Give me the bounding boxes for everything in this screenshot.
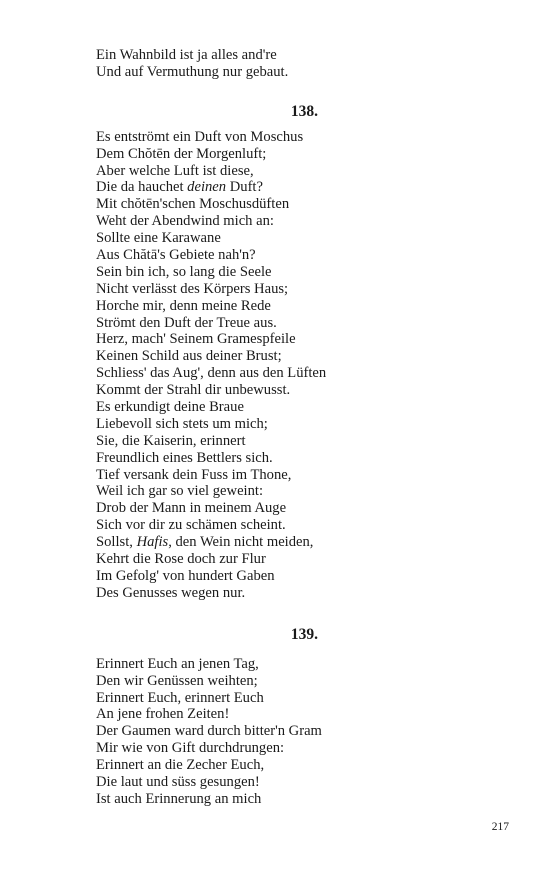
verse-line [96, 298, 396, 315]
verse-text: Die laut und süss gesungen! [96, 773, 260, 790]
verse-text: Sich vor dir zu schämen scheint. [96, 517, 286, 534]
verse-text: Sollst, [96, 534, 137, 551]
verse-line [96, 213, 396, 230]
verse-line [96, 534, 396, 551]
verse-text: An jene frohen Zeiten! [96, 706, 230, 723]
verse-line [96, 331, 396, 348]
verse-text: Die da hauchet [96, 179, 188, 196]
verse-text: Schliess' das Aug', denn aus den Lüften [96, 365, 327, 382]
verse-line: Und auf Vermuthung nur gebaut. [96, 63, 289, 80]
verse-line [96, 467, 396, 484]
poem-139 [96, 656, 396, 808]
verse-line [96, 690, 396, 707]
verse-text: Sein bin ich, so lang die Seele [96, 263, 272, 280]
verse-line [96, 791, 396, 808]
verse-text: Den wir Genüssen weihten; [96, 672, 258, 689]
verse-line [96, 706, 396, 723]
verse-line [96, 450, 396, 467]
verse-text: Mir wie von Gift durchdrungen: [96, 740, 285, 757]
verse-line [96, 433, 396, 450]
poem-number-139: 139. [290, 625, 318, 643]
verse-line [96, 179, 396, 196]
verse-text: Sie, die Kaiserin, erinnert [96, 432, 246, 449]
verse-text: Herz, mach' Seinem Gramespfeile [96, 331, 296, 348]
italic-word: Hafis [136, 534, 169, 551]
text-column [96, 47, 396, 808]
verse-text: Aus Chătā's Gebiete nah'n? [96, 247, 256, 264]
verse-line [96, 517, 396, 534]
verse-text: Duft? [226, 179, 263, 196]
verse-line [96, 382, 396, 399]
verse-line [96, 163, 396, 180]
verse-text: Mit chŏtēn'schen Moschusdüften [96, 196, 290, 213]
verse-text: Erinnert an die Zecher Euch, [96, 757, 265, 774]
verse-text: Freundlich eines Bettlers sich. [96, 449, 273, 466]
verse-line [96, 264, 396, 281]
verse-line [96, 315, 396, 332]
fragment-top [96, 47, 396, 81]
verse-line [96, 656, 396, 673]
verse-line [96, 416, 396, 433]
verse-line [96, 551, 396, 568]
verse-text: Liebevoll sich stets um mich; [96, 415, 268, 432]
page-number: 217 [491, 821, 509, 833]
verse-text: Keinen Schild aus deiner Brust; [96, 348, 282, 365]
verse-line [96, 348, 396, 365]
verse-text: Strömt den Duft der Treue aus. [96, 314, 277, 331]
verse-line [96, 129, 396, 146]
verse-text: Erinnert Euch, erinnert Euch [96, 689, 264, 706]
poem-138 [96, 129, 396, 602]
verse-line: Ein Wahnbild ist ja alles and're [96, 47, 277, 63]
verse-text: Kehrt die Rose doch zur Flur [96, 551, 266, 568]
verse-line [96, 723, 396, 740]
verse-line [96, 673, 396, 690]
verse-line [96, 483, 396, 500]
verse-line [96, 568, 396, 585]
verse-line [96, 146, 396, 163]
verse-text: Horche mir, denn meine Rede [96, 297, 271, 314]
verse-text: Ist auch Erinnerung an mich [96, 790, 262, 807]
verse-line [96, 365, 396, 382]
verse-text: Der Gaumen ward durch bitter'n Gram [96, 723, 322, 740]
verse-text: Nicht verlässt des Körpers Haus; [96, 280, 289, 297]
verse-line [96, 247, 396, 264]
verse-line [96, 500, 396, 517]
poem-number-138: 138. [290, 102, 318, 120]
verse-text: Es erkundigt deine Braue [96, 399, 244, 416]
verse-text: Weil ich gar so viel geweint: [96, 483, 264, 500]
verse-text: Weht der Abendwind mich an: [96, 213, 274, 230]
verse-line [96, 774, 396, 791]
verse-text: Aber welche Luft ist diese, [96, 162, 254, 179]
verse-text: Dem Chŏtēn der Morgenluft; [96, 145, 267, 162]
verse-text: Des Genusses wegen nur. [96, 584, 246, 601]
italic-word: deinen [187, 179, 227, 196]
verse-line [96, 230, 396, 247]
verse-text: Im Gefolg' von hundert Gaben [96, 567, 275, 584]
verse-text: , den Wein nicht meiden, [168, 534, 314, 551]
verse-line [96, 757, 396, 774]
verse-text: Erinnert Euch an jenen Tag, [96, 655, 259, 672]
verse-line [96, 399, 396, 416]
verse-line [96, 740, 396, 757]
verse-text: Es entströmt ein Duft von Moschus [96, 128, 304, 145]
verse-text: Drob der Mann in meinem Auge [96, 500, 287, 517]
verse-text: Tief versank dein Fuss im Thone, [96, 466, 292, 483]
verse-line [96, 196, 396, 213]
verse-text: Kommt der Strahl dir unbewusst. [96, 382, 291, 399]
verse-line [96, 585, 396, 602]
verse-text: Sollte eine Karawane [96, 230, 221, 247]
verse-line [96, 281, 396, 298]
